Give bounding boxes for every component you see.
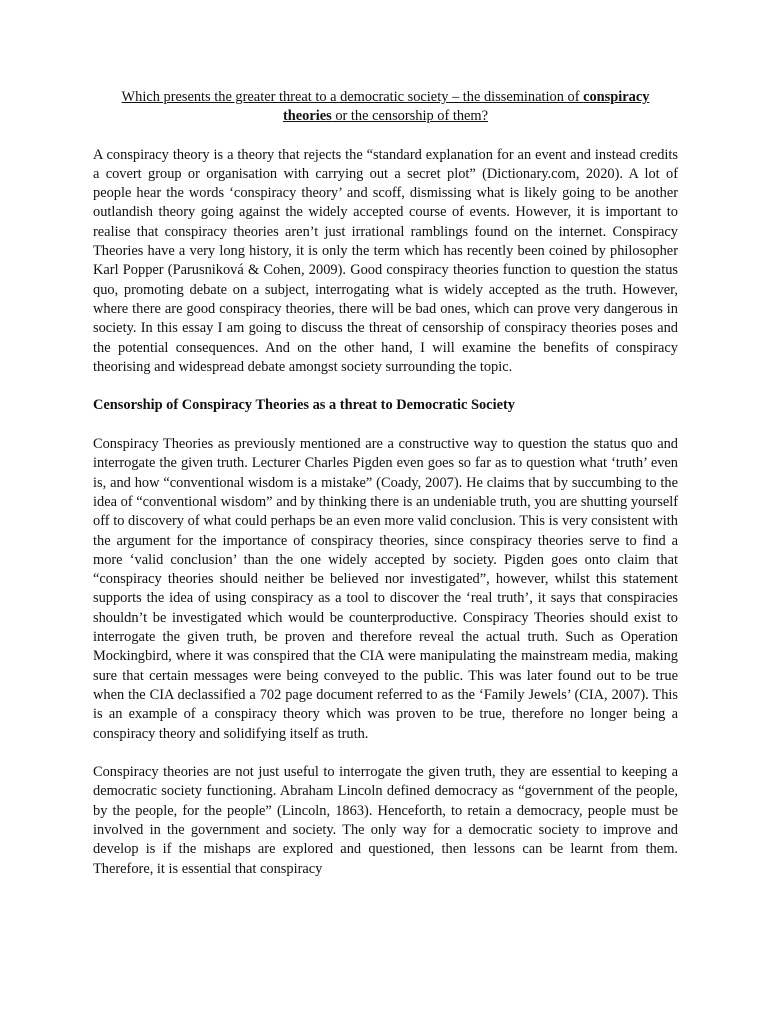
essay-title-suffix: or the censorship of them?: [331, 108, 489, 125]
section-paragraph-1: Conspiracy Theories as previously mentioned are a constructive way to question the status quo and interrogate the given truth. Lecturer Charles Pigden even goes so far as to question what ‘truth’ even is, and how “conventional wisdom is a mistake” (Coady, 2007). He claims that by succumbing to the idea of “conventional wisdom” and by thinking there is an undeniable truth, you are shutting yourself off to discovery of what could perhaps be an even more valid conclusion. This is very consistent with the argument for the importance of conspiracy theories, since conspiracy theories serve to find a more ‘valid conclusion’ than the one widely accepted by society. Pigden goes onto claim that “conspiracy theories should neither be believed nor investigated”, however, whilst this statement supports the idea of using conspiracy as a tool to discover the ‘real truth’, it says that conspiracies shouldn’t be investigated which would be counterproductive. Conspiracy Theories should exist to interrogate the given truth, be proven and therefore reveal the actual truth. Such as Operation Mockingbird, where it was conspired that the CIA were manipulating the mainstream media, making sure that certain messages were being conveyed to the public. This was later found out to be true when the CIA declassified a 702 page document referred to as the ‘Family Jewels’ (CIA, 2007). This is an example of a conspiracy theory which was proven to be true, therefore no longer being a conspiracy theory and solidifying itself as truth.: [93, 436, 678, 742]
intro-paragraph: A conspiracy theory is a theory that rejects the “standard explanation for an event and instead credits a covert group or organisation with carrying out a secret plot” (Dictionary.com, 2020). A lot of people hear the words ‘conspiracy theory’ and scoff, dismissing what is likely going to be another outlandish theory going against the widely accepted course of events. However, it is important to realise that conspiracy theories aren’t just irrational ramblings found on the internet. Conspiracy Theories have a very long history, it is only the term which has recently been coined by philosopher Karl Popper (Parusniková & Cohen, 2009). Good conspiracy theories function to question the status quo, promoting debate on a subject, interrogating what is widely accepted as the truth. However, where there are good conspiracy theories, there will be bad ones, which can prove very dangerous in society. In this essay I am going to discuss the threat of censorship of conspiracy theories poses and the potential consequences. And on the other hand, I will examine the benefits of conspiracy theorising and widespread debate amongst society surrounding the topic.: [93, 146, 678, 375]
essay-title-bold: conspiracy theories: [282, 89, 650, 125]
essay-title: [93, 88, 678, 127]
section-heading: Censorship of Conspiracy Theories as a threat to Democratic Society: [93, 397, 515, 414]
section-paragraph-2: Conspiracy theories are not just useful to interrogate the given truth, they are essential to keeping a democratic society functioning. Abraham Lincoln defined democracy as “government of the people, by the people, for the people” (Lincoln, 1863). Henceforth, to retain a democracy, people must be involved in the government and society. The only way for a democratic society to improve and develop is if the mishaps are explored and questioned, then lessons can be learnt from them. Therefore, it is essential that conspiracy: [93, 764, 678, 877]
document-page: [93, 88, 678, 898]
essay-title-prefix: Which presents the greater threat to a democratic society – the dissemination of: [121, 89, 584, 105]
